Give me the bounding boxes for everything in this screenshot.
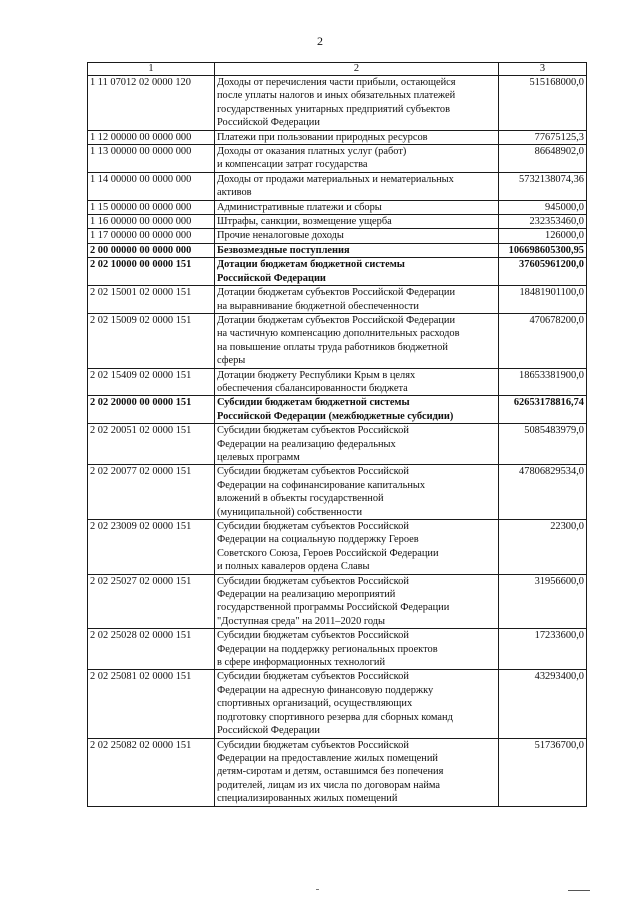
- revenue-amount: 37605961200,0: [499, 258, 587, 286]
- revenue-description: [215, 368, 499, 396]
- revenue-amount: 62653178816,74: [499, 396, 587, 424]
- description-line: Дотации бюджетам субъектов Российской Федерации: [217, 314, 456, 326]
- description-line: обеспечения сбалансированности бюджета: [217, 382, 408, 394]
- budget-classification-code: 2 02 25081 02 0000 151: [88, 670, 215, 738]
- table-row: [88, 313, 587, 368]
- description-line: государственной программы Российской Федерации: [217, 602, 450, 614]
- table-row: [88, 215, 587, 229]
- description-line: Доходы от продажи материальных и нематериальных: [217, 173, 454, 185]
- revenue-description: [215, 574, 499, 629]
- table-row: [88, 670, 587, 738]
- revenue-description: [215, 629, 499, 670]
- budget-classification-code: 1 12 00000 00 0000 000: [88, 130, 215, 144]
- description-line: Платежи при пользовании природных ресурсов: [217, 131, 428, 143]
- description-line: Субсидии бюджетам субъектов Российской: [217, 739, 409, 751]
- table-row: [88, 465, 587, 520]
- revenue-description: [215, 172, 499, 200]
- table-row: [88, 229, 587, 243]
- description-line: "Доступная среда" на 2011–2020 годы: [217, 615, 386, 627]
- description-line: активов: [217, 187, 252, 199]
- description-line: Дотации бюджету Республики Крым в целях: [217, 369, 416, 381]
- description-line: Дотации бюджетам бюджетной системы: [217, 259, 405, 271]
- description-line: на частичную компенсацию дополнительных расходов: [217, 328, 460, 340]
- description-line: в сфере информационных технологий: [217, 657, 386, 669]
- table-row: [88, 145, 587, 173]
- table-row: [88, 200, 587, 214]
- scan-mark: [568, 890, 590, 891]
- revenue-amount: 232353460,0: [499, 215, 587, 229]
- description-line: после уплаты налогов и иных обязательных платежей: [217, 90, 456, 102]
- description-line: Федерации на софинансирование капитальных: [217, 479, 426, 491]
- revenue-amount: 470678200,0: [499, 313, 587, 368]
- description-line: родителей, лицам из их числа по договорам найма: [217, 779, 441, 791]
- description-line: и полных кавалеров ордена Славы: [217, 561, 370, 573]
- description-line: Субсидии бюджетам субъектов Российской: [217, 521, 409, 532]
- revenue-amount: 126000,0: [499, 229, 587, 243]
- description-line: и компенсации затрат государства: [217, 159, 368, 171]
- table-row: [88, 629, 587, 670]
- scan-mark: [316, 889, 319, 890]
- description-line: Безвозмездные поступления: [217, 244, 350, 256]
- revenue-description: [215, 215, 499, 229]
- table-row: [88, 286, 587, 314]
- page-number: 2: [317, 34, 323, 48]
- revenue-description: [215, 243, 499, 257]
- description-line: на выравнивание бюджетной обеспеченности: [217, 300, 419, 312]
- description-line: Субсидии бюджетам субъектов Российской: [217, 630, 409, 642]
- revenue-description: [215, 145, 499, 173]
- budget-classification-code: 2 02 15001 02 0000 151: [88, 286, 215, 314]
- description-line: Российской Федерации: [217, 725, 320, 737]
- column-header-description: 2: [215, 63, 499, 76]
- description-line: Прочие неналоговые доходы: [217, 230, 344, 242]
- description-line: Субсидии бюджетам субъектов Российской: [217, 575, 409, 587]
- budget-classification-code: 2 02 15409 02 0000 151: [88, 368, 215, 396]
- revenue-amount: 22300,0: [499, 520, 587, 575]
- column-header-amount: 3: [499, 63, 587, 76]
- description-line: спортивных организаций, осуществляющих: [217, 698, 413, 710]
- table-header-row: [88, 63, 587, 76]
- revenue-description: [215, 465, 499, 520]
- revenue-amount: 945000,0: [499, 200, 587, 214]
- description-line: Субсидии бюджетам субъектов Российской: [217, 671, 409, 683]
- description-line: Федерации на поддержку региональных проектов: [217, 643, 438, 655]
- budget-classification-code: 2 02 25027 02 0000 151: [88, 574, 215, 629]
- table-row: [88, 130, 587, 144]
- description-line: Российской Федерации: [217, 272, 326, 284]
- budget-classification-code: 2 00 00000 00 0000 000: [88, 243, 215, 257]
- revenue-amount: 31956600,0: [499, 574, 587, 629]
- description-line: Субсидии бюджетам бюджетной системы: [217, 397, 410, 409]
- revenue-amount: 18653381900,0: [499, 368, 587, 396]
- description-line: Дотации бюджетам субъектов Российской Федерации: [217, 287, 456, 299]
- description-line: вложений в объекты государственной: [217, 493, 384, 505]
- description-line: на повышение оплаты труда работников бюджетной: [217, 341, 448, 353]
- revenue-description: [215, 670, 499, 738]
- description-line: Административные платежи и сборы: [217, 201, 382, 213]
- revenue-description: [215, 286, 499, 314]
- description-line: Субсидии бюджетам субъектов Российской: [217, 425, 409, 437]
- revenue-amount: 106698605300,95: [499, 243, 587, 257]
- revenue-description: [215, 738, 499, 806]
- description-line: Доходы от оказания платных услуг (работ): [217, 146, 407, 158]
- budget-classification-code: 1 13 00000 00 0000 000: [88, 145, 215, 173]
- description-line: целевых программ: [217, 451, 300, 463]
- revenue-description: [215, 424, 499, 465]
- table-row: [88, 738, 587, 806]
- budget-classification-code: 2 02 25028 02 0000 151: [88, 629, 215, 670]
- description-line: детям-сиротам и детям, оставшимся без попечения: [217, 766, 444, 778]
- budget-classification-code: 1 16 00000 00 0000 000: [88, 215, 215, 229]
- revenue-description: [215, 76, 499, 131]
- table-row: [88, 258, 587, 286]
- budget-classification-code: 2 02 20077 02 0000 151: [88, 465, 215, 520]
- revenue-description: [215, 258, 499, 286]
- description-line: Доходы от перечисления части прибыли, остающейся: [217, 77, 456, 88]
- revenue-amount: 5732138074,36: [499, 172, 587, 200]
- description-line: (муниципальной) собственности: [217, 506, 363, 518]
- budget-classification-code: 1 11 07012 02 0000 120: [88, 76, 215, 131]
- budget-classification-code: 1 14 00000 00 0000 000: [88, 172, 215, 200]
- table-row: [88, 574, 587, 629]
- description-line: Федерации на адресную финансовую поддержку: [217, 684, 434, 696]
- revenue-description: [215, 520, 499, 575]
- budget-classification-code: 1 15 00000 00 0000 000: [88, 200, 215, 214]
- budget-classification-code: 2 02 25082 02 0000 151: [88, 738, 215, 806]
- budget-classification-code: 2 02 20000 00 0000 151: [88, 396, 215, 424]
- description-line: Российской Федерации: [217, 117, 320, 129]
- description-line: Федерации на реализацию федеральных: [217, 438, 396, 450]
- revenue-amount: 86648902,0: [499, 145, 587, 173]
- revenue-description: [215, 313, 499, 368]
- revenue-amount: 77675125,3: [499, 130, 587, 144]
- description-line: сферы: [217, 355, 246, 367]
- revenue-amount: 17233600,0: [499, 629, 587, 670]
- description-line: Федерации на социальную поддержку Героев: [217, 534, 419, 546]
- revenue-amount: 47806829534,0: [499, 465, 587, 520]
- budget-classification-code: 2 02 15009 02 0000 151: [88, 313, 215, 368]
- table-row: [88, 424, 587, 465]
- table-row: [88, 172, 587, 200]
- revenue-description: [215, 229, 499, 243]
- budget-revenue-table: [87, 62, 587, 807]
- revenue-description: [215, 200, 499, 214]
- description-line: государственных унитарных предприятий субъектов: [217, 103, 451, 115]
- revenue-description: [215, 130, 499, 144]
- revenue-amount: 43293400,0: [499, 670, 587, 738]
- budget-classification-code: 2 02 20051 02 0000 151: [88, 424, 215, 465]
- description-line: Советского Союза, Героев Российской Федерации: [217, 547, 439, 559]
- budget-classification-code: 2 02 23009 02 0000 151: [88, 520, 215, 575]
- revenue-amount: 5085483979,0: [499, 424, 587, 465]
- description-line: Федерации на предоставление жилых помещений: [217, 752, 438, 764]
- revenue-amount: 18481901100,0: [499, 286, 587, 314]
- table-row: [88, 76, 587, 131]
- description-line: подготовку спортивного резерва для сборных команд: [217, 711, 453, 723]
- description-line: Субсидии бюджетам субъектов Российской: [217, 466, 409, 478]
- description-line: Российской Федерации (межбюджетные субсидии): [217, 410, 454, 422]
- table-row: [88, 243, 587, 257]
- description-line: Штрафы, санкции, возмещение ущерба: [217, 216, 392, 228]
- budget-classification-code: 1 17 00000 00 0000 000: [88, 229, 215, 243]
- table-row: [88, 520, 587, 575]
- budget-classification-code: 2 02 10000 00 0000 151: [88, 258, 215, 286]
- description-line: Федерации на реализацию мероприятий: [217, 589, 396, 601]
- column-header-code: 1: [88, 63, 215, 76]
- revenue-amount: 51736700,0: [499, 738, 587, 806]
- revenue-description: [215, 396, 499, 424]
- description-line: специализированных жилых помещений: [217, 793, 398, 805]
- table-row: [88, 368, 587, 396]
- revenue-amount: 515168000,0: [499, 76, 587, 131]
- table-row: [88, 396, 587, 424]
